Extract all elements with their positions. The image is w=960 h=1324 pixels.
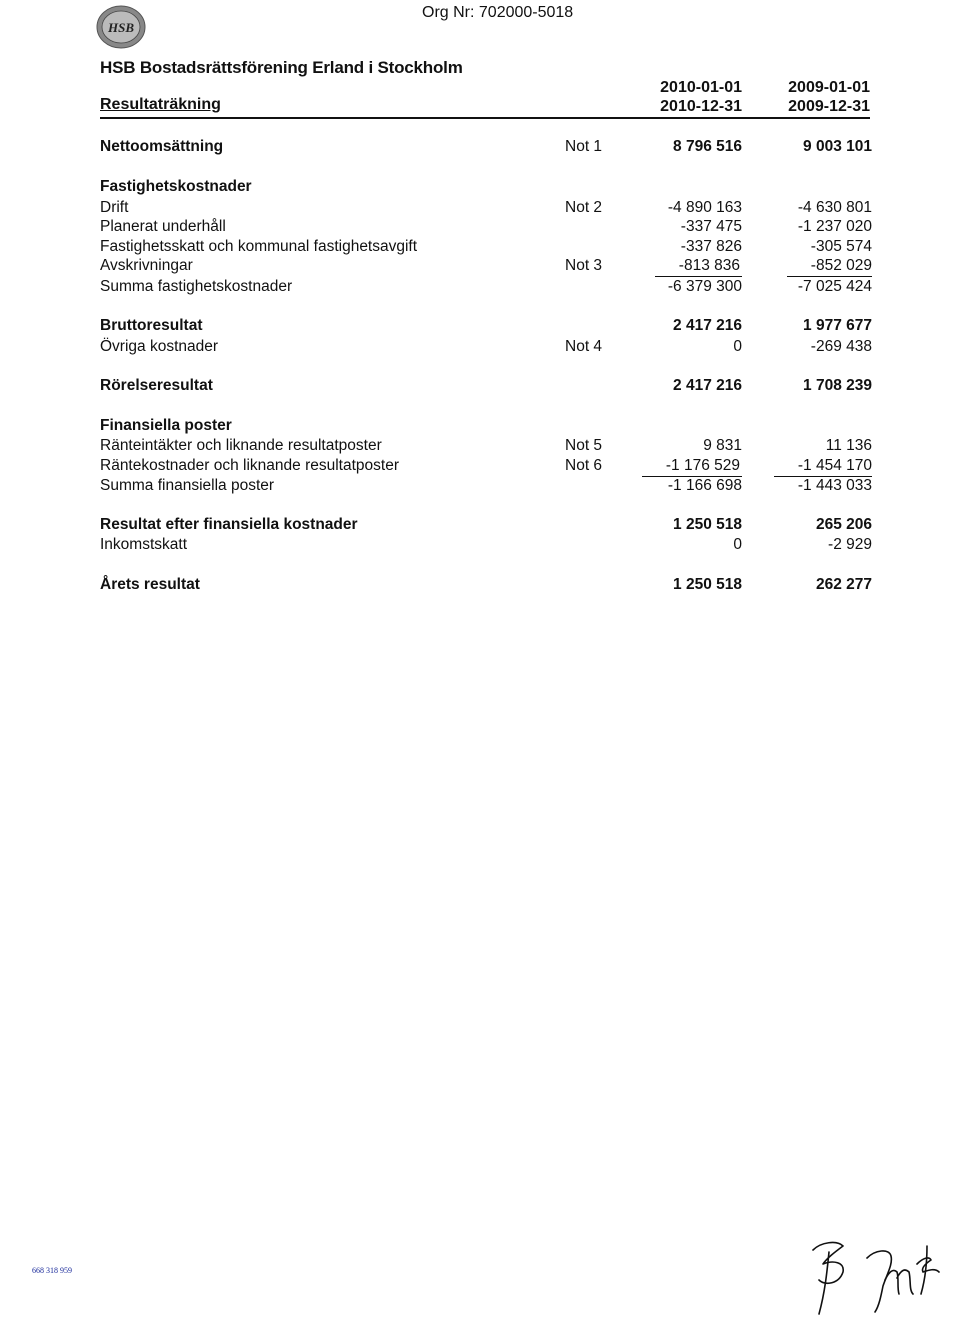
row-rorelseresultat — [0, 376, 960, 396]
section-heading: Finansiella poster — [100, 417, 232, 434]
report-title: Resultaträkning — [100, 96, 221, 113]
row-label: Resultat efter finansiella kostnader — [100, 516, 358, 533]
value-2009: -4 630 801 — [797, 199, 872, 216]
row-label: Rörelseresultat — [100, 377, 213, 394]
row-note: Not 1 — [565, 138, 603, 155]
value-2009: 9 003 101 — [803, 138, 872, 155]
row-label: Ränteintäkter och liknande resultatposter — [100, 437, 382, 454]
org-number: Org Nr: 702000-5018 — [422, 4, 574, 21]
value-2009: -1 237 020 — [797, 218, 872, 235]
value-2010: -813 836 — [655, 256, 742, 277]
period-2010-start: 2010-01-01 — [660, 79, 742, 96]
value-2010: -1 176 529 — [642, 456, 742, 477]
row-label: Summa finansiella poster — [100, 477, 275, 494]
row-note: Not 4 — [565, 338, 603, 355]
row-fastighetsskatt — [0, 237, 960, 257]
row-note: Not 2 — [565, 199, 603, 216]
row-label: Nettoomsättning — [100, 138, 224, 155]
row-label: Räntekostnader och liknande resultatposter — [100, 457, 399, 474]
row-drift — [0, 198, 960, 218]
period-2009-start: 2009-01-01 — [788, 79, 870, 96]
row-note: Not 5 — [565, 437, 603, 454]
row-ranteintakter — [0, 436, 960, 456]
row-avskrivningar — [0, 256, 960, 276]
row-planerat-underhall — [0, 217, 960, 237]
value-2010: 9 831 — [703, 437, 742, 454]
value-2010: -6 379 300 — [667, 278, 742, 295]
value-2009: 265 206 — [815, 516, 872, 533]
handwritten-signature — [805, 1228, 955, 1320]
value-2009: -1 454 170 — [774, 456, 872, 477]
row-nettoomsattning — [0, 137, 960, 157]
row-summa-finansiella — [0, 476, 960, 496]
row-label: Planerat underhåll — [100, 218, 226, 235]
value-2009: 11 136 — [825, 437, 872, 454]
value-2010: -4 890 163 — [667, 199, 742, 216]
period-2009-end: 2009-12-31 — [788, 98, 870, 115]
stamp-number: 668 318 959 — [32, 1266, 72, 1275]
company-name: HSB Bostadsrättsförening Erland i Stockholm — [100, 58, 463, 77]
row-arets-resultat — [0, 575, 960, 595]
period-2010-header — [622, 78, 742, 116]
row-resultat-efter-fin — [0, 515, 960, 535]
value-2009: -852 029 — [787, 256, 872, 277]
value-2009: 262 277 — [815, 576, 872, 593]
row-label: Övriga kostnader — [100, 338, 219, 355]
value-2009: -2 929 — [828, 536, 872, 553]
value-2009: 1 708 239 — [803, 377, 872, 394]
row-label: Avskrivningar — [100, 257, 193, 274]
value-2009: -1 443 033 — [797, 477, 872, 494]
section-heading: Fastighetskostnader — [100, 178, 252, 195]
row-bruttoresultat — [0, 316, 960, 336]
period-2009-header — [750, 78, 870, 116]
row-note: Not 6 — [565, 457, 603, 474]
value-2009: -269 438 — [810, 338, 872, 355]
row-inkomstskatt — [0, 535, 960, 555]
row-label: Bruttoresultat — [100, 317, 203, 334]
value-2009: -305 574 — [810, 238, 872, 255]
value-2010: -337 826 — [680, 238, 742, 255]
row-label: Drift — [100, 199, 129, 216]
value-2010: 2 417 216 — [673, 377, 742, 394]
value-2010: 1 250 518 — [673, 516, 742, 533]
value-2010: 0 — [733, 536, 742, 553]
row-ovriga-kostnader — [0, 337, 960, 357]
svg-text:HSB: HSB — [107, 20, 135, 35]
hsb-logo-icon — [94, 4, 148, 50]
header-rule — [100, 117, 870, 119]
row-label: Inkomstskatt — [100, 536, 187, 553]
row-summa-fastighetskostnader — [0, 277, 960, 297]
value-2010: -337 475 — [680, 218, 742, 235]
row-rantekostnader — [0, 456, 960, 476]
row-label: Årets resultat — [100, 576, 200, 593]
row-finansiella-heading — [0, 416, 960, 436]
row-fastighetskostnader-heading — [0, 177, 960, 197]
row-label: Fastighetsskatt och kommunal fastighetsavgift — [100, 238, 418, 255]
value-2010: 0 — [733, 338, 742, 355]
value-2010: 1 250 518 — [673, 576, 742, 593]
value-2009: -7 025 424 — [797, 278, 872, 295]
value-2010: 8 796 516 — [673, 138, 742, 155]
row-label: Summa fastighetskostnader — [100, 278, 293, 295]
row-note: Not 3 — [565, 257, 603, 274]
period-2010-end: 2010-12-31 — [660, 98, 742, 115]
value-2009: 1 977 677 — [803, 317, 872, 334]
value-2010: -1 166 698 — [667, 477, 742, 494]
value-2010: 2 417 216 — [673, 317, 742, 334]
